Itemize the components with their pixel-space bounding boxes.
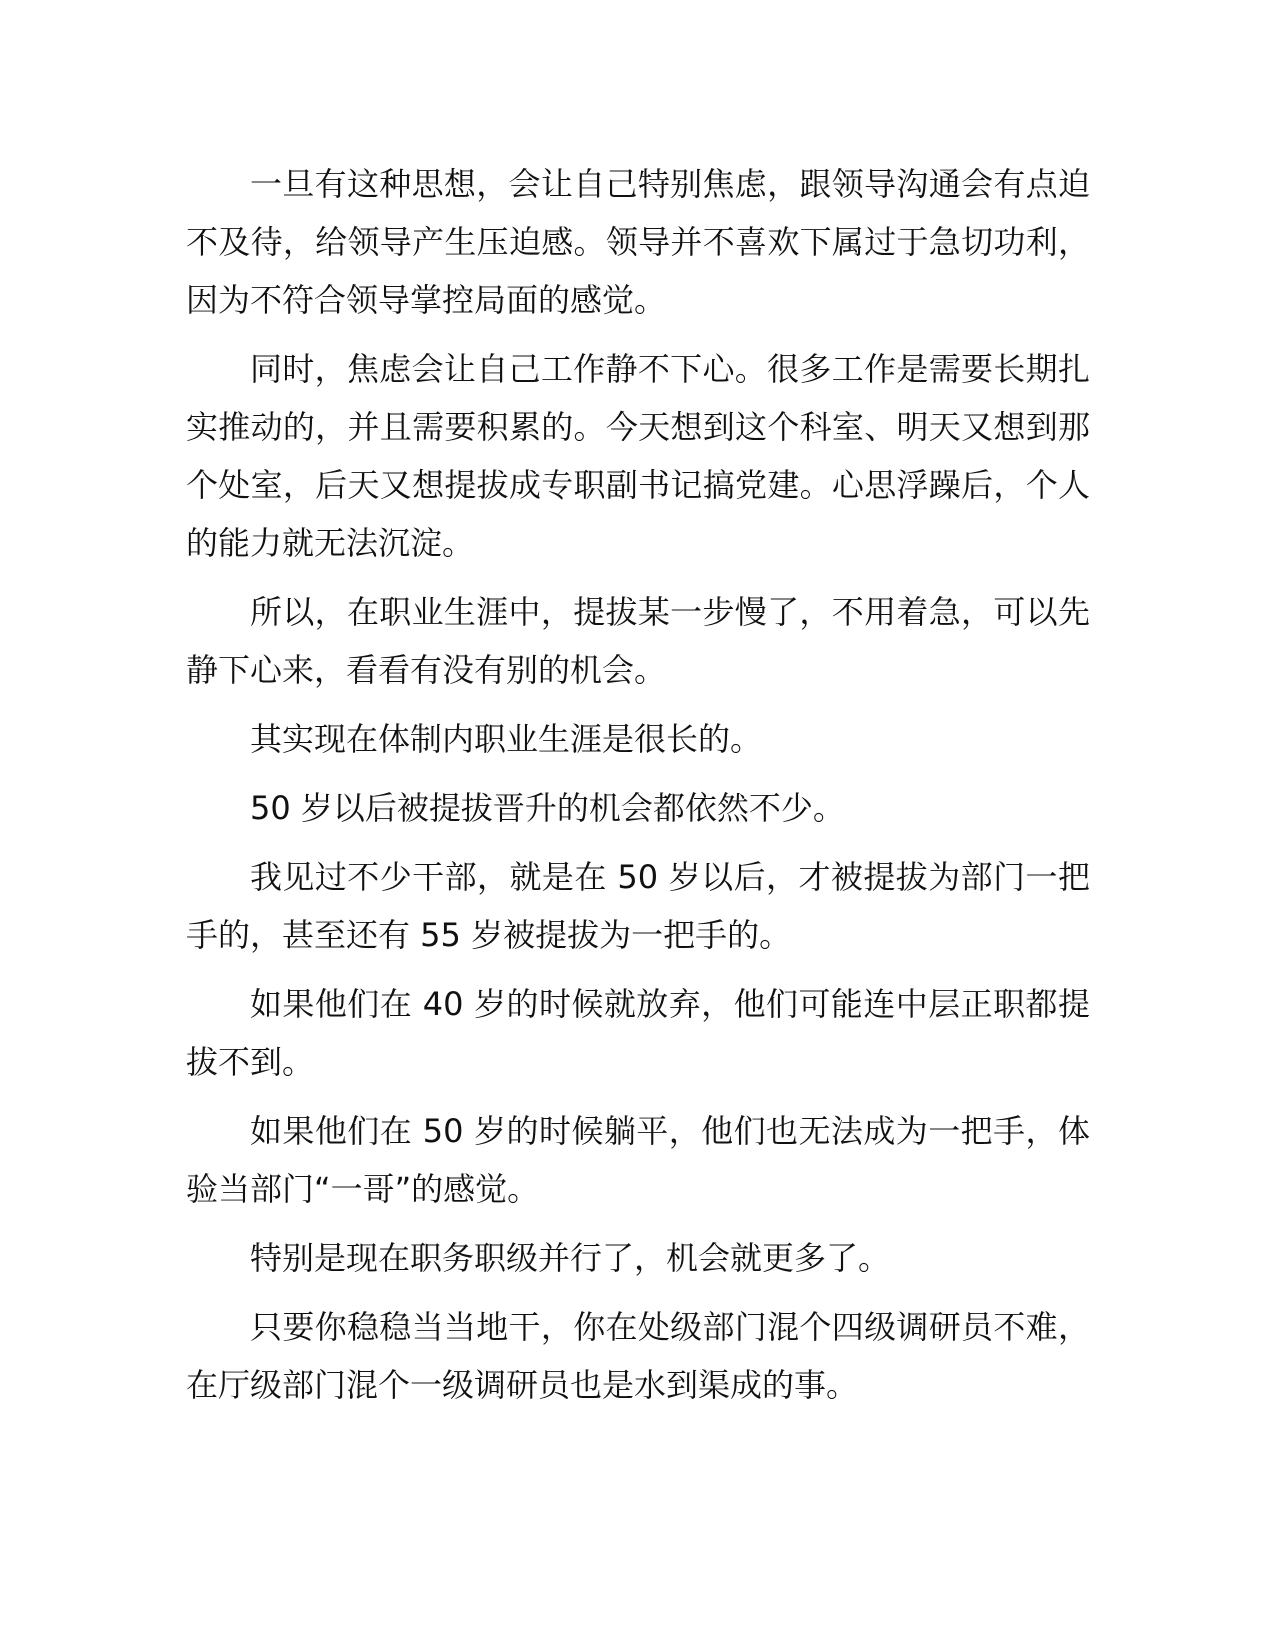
paragraph-3: 所以，在职业生涯中，提拔某一步慢了，不用着急，可以先静下心来，看看有没有别的机会。 [186, 593, 1090, 689]
paragraph-4: 其实现在体制内职业生涯是很长的。 [250, 720, 763, 758]
document-body [186, 155, 1090, 1425]
paragraph-9: 特别是现在职务职级并行了，机会就更多了。 [250, 1239, 891, 1277]
paragraph-8: 如果他们在 50 岁的时候躺平，他们也无法成为一把手，体验当部门“一哥”的感觉。 [186, 1112, 1090, 1208]
paragraph-10: 只要你稳稳当当地干，你在处级部门混个四级调研员不难，在厅级部门混个一级调研员也是水到渠成的事。 [186, 1308, 1090, 1404]
paragraph-6: 我见过不少干部，就是在 50 岁以后，才被提拔为部门一把手的，甚至还有 55 岁被提拔为一把手的。 [186, 858, 1090, 954]
paragraph-7: 如果他们在 40 岁的时候就放弃，他们可能连中层正职都提拔不到。 [186, 985, 1090, 1081]
paragraph-1: 一旦有这种思想，会让自己特别焦虑，跟领导沟通会有点迫不及待，给领导产生压迫感。领导并不喜欢下属过于急切功利，因为不符合领导掌控局面的感觉。 [186, 165, 1090, 319]
paragraph-5: 50 岁以后被提拔晋升的机会都依然不少。 [250, 789, 845, 827]
paragraph-2: 同时，焦虑会让自己工作静不下心。很多工作是需要长期扎实推动的，并且需要积累的。今天想到这个科室、明天又想到那个处室，后天又想提拔成专职副书记搞党建。心思浮躁后，个人的能力就无法沉淀。 [186, 350, 1090, 562]
